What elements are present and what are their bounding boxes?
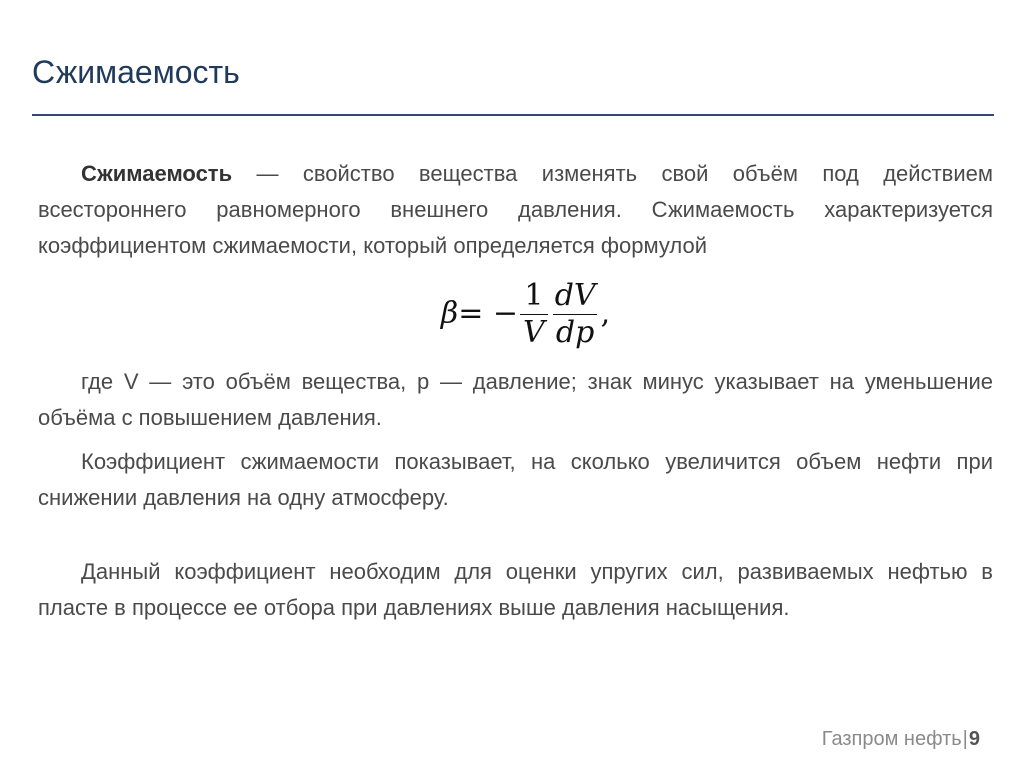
formula-comma: , [600, 296, 611, 331]
fraction-denominator: dp [553, 314, 597, 351]
formula-fraction-dv-dp [552, 278, 599, 351]
page-number: 9 [968, 728, 980, 750]
slide-title: Сжимаемость [32, 54, 240, 90]
fraction-numerator: 1 [524, 277, 544, 313]
meaning-paragraph: Коэффициент сжимаемости показывает, на сколько увеличится объем нефти при снижении давления на одну атмосферу. [38, 449, 993, 510]
formula-equals-minus: = − [458, 296, 519, 331]
fraction-numerator: dV [554, 277, 596, 313]
definition-paragraph [38, 156, 993, 264]
footer-brand: Газпром нефть [821, 728, 962, 750]
fraction-denominator: V [520, 314, 548, 351]
formula-fraction-one-over-v [520, 278, 548, 351]
slide-content [38, 156, 993, 626]
definition-text: — свойство вещества изменять свой объём под действием всестороннего равномерного внешнего давления. Сжимаемость характеризуется коэффициентом сжимаемости, который определяется формулой [38, 161, 993, 258]
slide-footer [822, 728, 980, 751]
title-divider [32, 114, 994, 116]
variables-paragraph: где V — это объём вещества, p — давление; знак минус указывает на уменьшение объёма с повышением давления. [38, 369, 993, 430]
definition-term: Сжимаемость [81, 161, 233, 186]
formula-beta: β [440, 296, 459, 331]
compressibility-formula [58, 264, 993, 364]
footer-separator: | [962, 728, 968, 750]
application-paragraph: Данный коэффициент необходим для оценки упругих сил, развиваемых нефтью в пласте в процессе ее отбора при давлениях выше давления насыщения. [38, 559, 993, 620]
